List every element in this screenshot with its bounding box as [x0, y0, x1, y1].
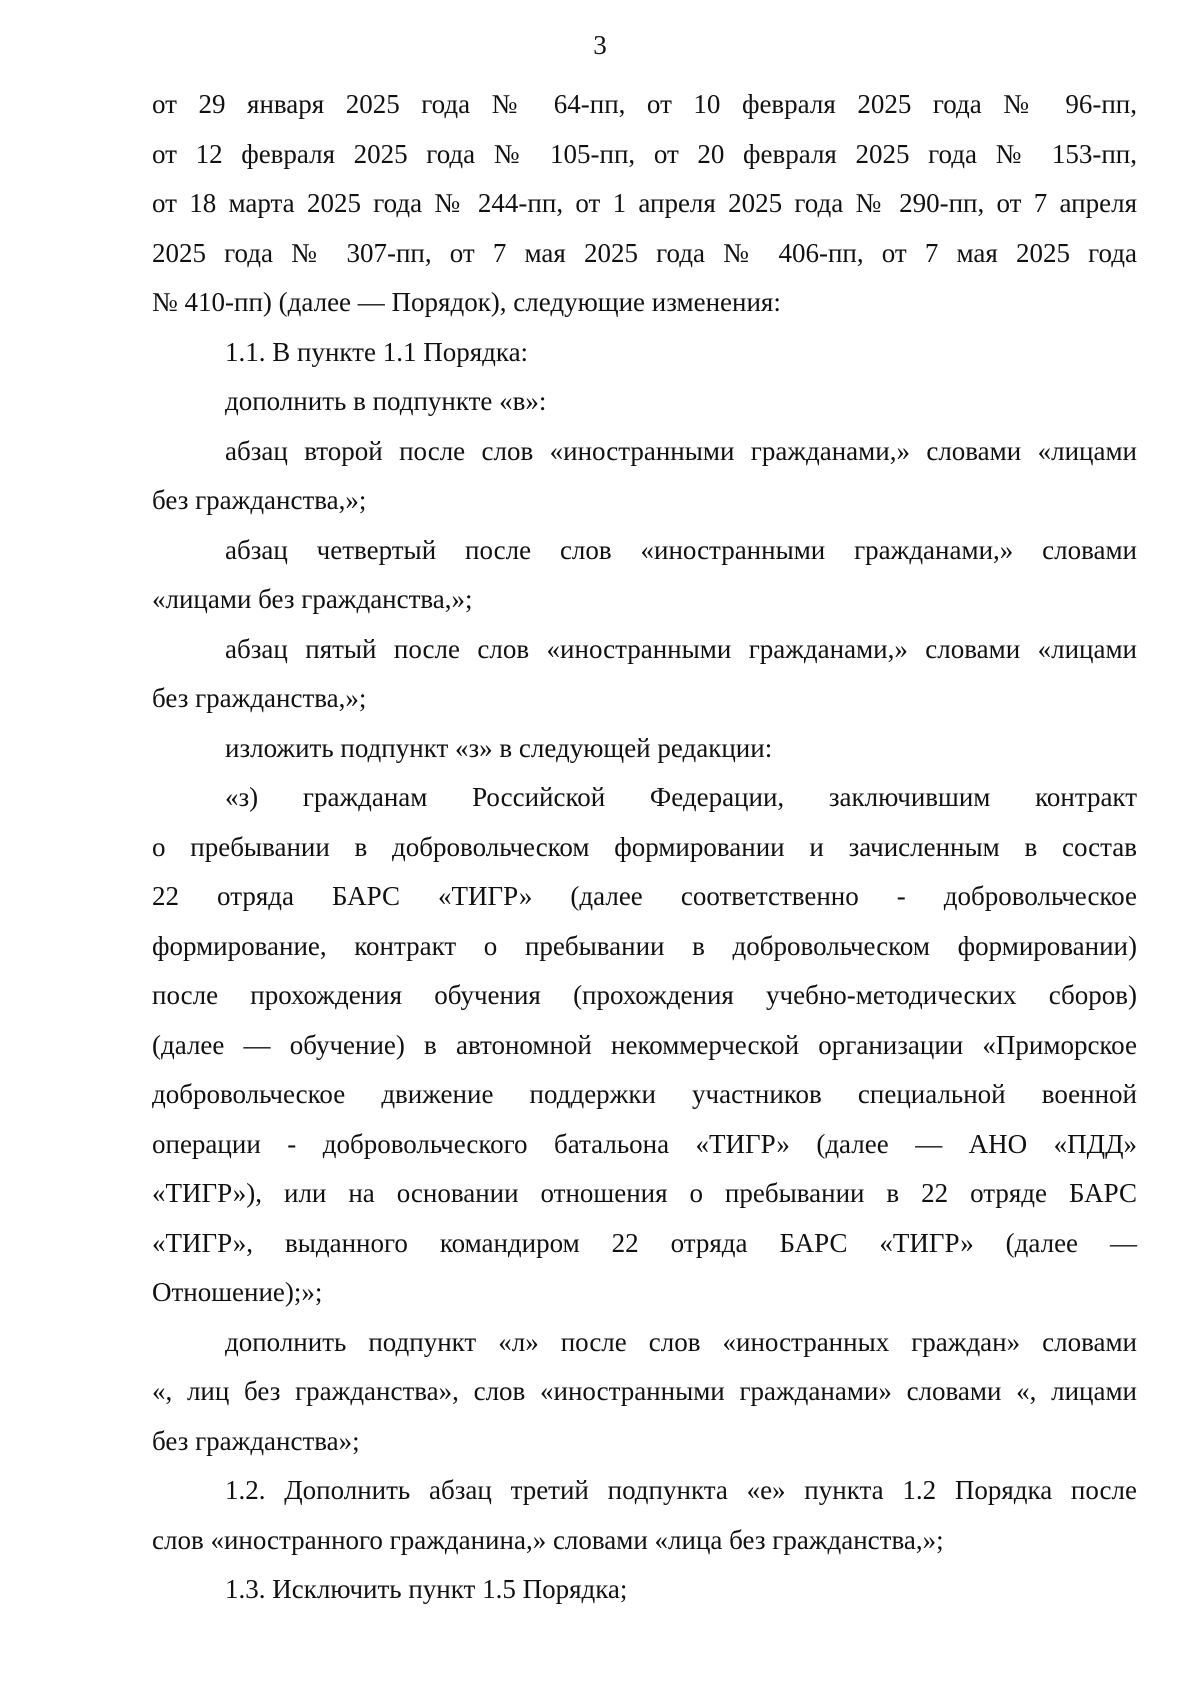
text-line: о пребывании в добровольческом формировании и зачисленным в состав	[152, 831, 1137, 862]
text-line: абзац второй после слов «иностранными гражданами,» словами «лицами	[225, 435, 1137, 466]
text-line: 22 отряда БАРС «ТИГР» (далее соответственно - добровольческое	[152, 881, 1137, 911]
text-line: № 410-пп) (далее — Порядок), следующие изменения:	[152, 287, 781, 317]
paragraph-abzac-fourth	[152, 526, 1137, 625]
text-line: без гражданства»;	[152, 1425, 360, 1456]
paragraph-continuation	[152, 80, 1137, 328]
text-line: Отношение);»;	[152, 1277, 323, 1307]
text-line: 1.2. Дополнить абзац третий подпункта «е» пункта 1.2 Порядка после	[225, 1475, 1137, 1505]
text-line: «, лиц без гражданства», слов «иностранными гражданами» словами «, лицами	[152, 1376, 1137, 1406]
text-line: дополнить подпункт «л» после слов «иностранных граждан» словами	[225, 1326, 1137, 1357]
text-line: без гражданства,»;	[152, 485, 367, 515]
paragraph-1-2	[152, 1466, 1137, 1565]
text-line: операции - добровольческого батальона «ТИГР» (далее — АНО «ПДД»	[152, 1128, 1137, 1159]
text-line: добровольческое движение поддержки участников специальной военной	[152, 1079, 1137, 1109]
paragraph-supplement-l	[152, 1318, 1137, 1467]
text-line: формирование, контракт о пребывании в добровольческом формировании)	[152, 930, 1137, 961]
paragraph-subpoint-z-text	[152, 773, 1137, 1318]
paragraph-abzac-fifth	[152, 625, 1137, 724]
text-line: абзац пятый после слов «иностранными гражданами,» словами «лицами	[225, 633, 1137, 664]
text-line: слов «иностранного гражданина,» словами «лица без гражданства,»;	[152, 1524, 944, 1555]
text-line: (далее — обучение) в автономной некоммерческой организации «Приморское	[152, 1029, 1137, 1060]
paragraph-restate-z: изложить подпункт «з» в следующей редакции:	[225, 732, 773, 763]
text-line: после прохождения обучения (прохождения учебно-методических сборов)	[152, 980, 1137, 1010]
text-line: «з) гражданам Российской Федерации, заключившим контракт	[225, 782, 1137, 812]
paragraph-1-3: 1.3. Исключить пункт 1.5 Порядка;	[225, 1574, 628, 1604]
text-line: «ТИГР», выданного командиром 22 отряда БАРС «ТИГР» (далее —	[152, 1227, 1137, 1258]
text-line: от 29 января 2025 года № 64-пп, от 10 февраля 2025 года № 96-пп,	[152, 89, 1137, 119]
text-line: 2025 года № 307-пп, от 7 мая 2025 года № 406-пп, от 7 мая 2025 года	[152, 237, 1137, 268]
text-line: «ТИГР»), или на основании отношения о пребывании в 22 отряде БАРС	[152, 1178, 1137, 1208]
text-line: абзац четвертый после слов «иностранными гражданами,» словами	[225, 534, 1137, 565]
text-line: «лицами без гражданства,»;	[152, 584, 473, 614]
text-line: от 12 февраля 2025 года № 105-пп, от 20 февраля 2025 года № 153-пп,	[152, 138, 1137, 169]
paragraph-supplement-v: дополнить в подпункте «в»:	[225, 386, 547, 416]
paragraph-abzac-second	[152, 427, 1137, 526]
document-body	[152, 80, 1137, 1615]
page-number: 3	[593, 30, 607, 60]
text-line: без гражданства,»;	[152, 683, 367, 713]
paragraph-1-1-heading: 1.1. В пункте 1.1 Порядка:	[225, 336, 529, 367]
text-line: от 18 марта 2025 года № 244-пп, от 1 апреля 2025 года № 290-пп, от 7 апреля	[152, 188, 1137, 218]
